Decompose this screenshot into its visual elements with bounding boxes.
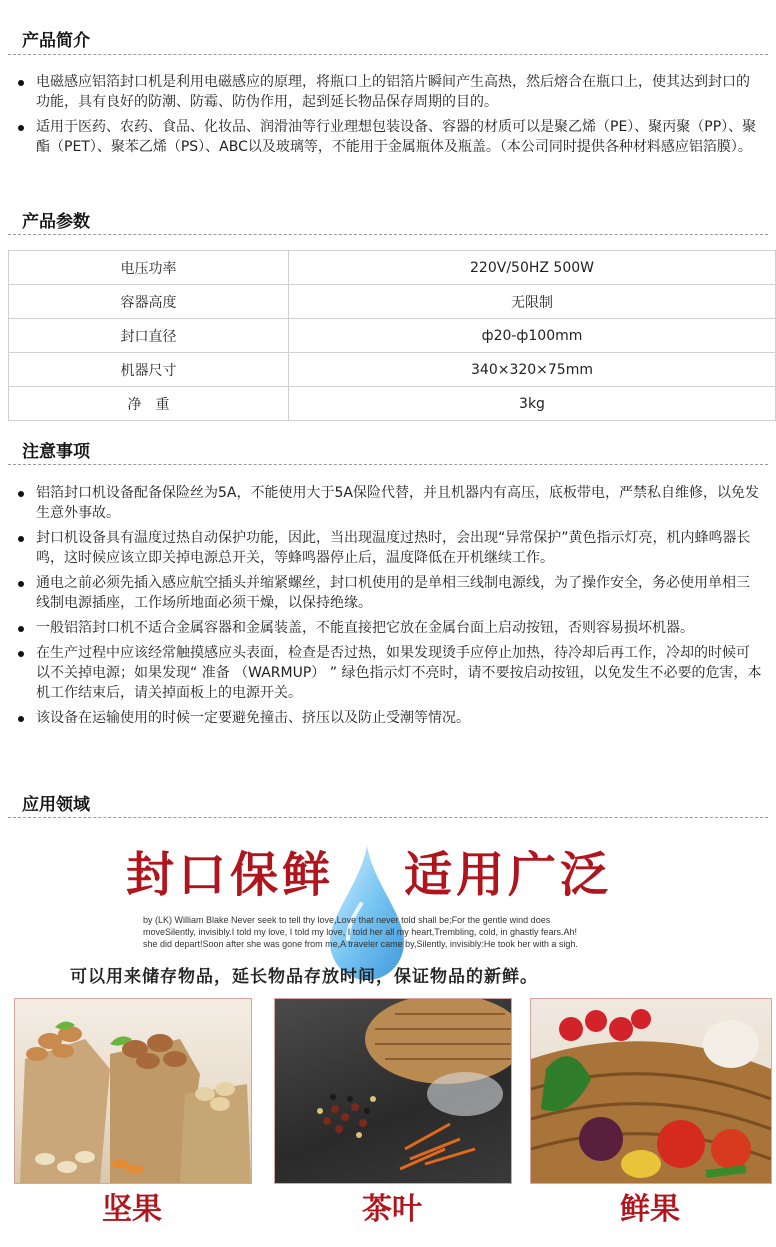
banner-heading-left: 封口保鲜: [126, 847, 335, 903]
params-title: 产品参数: [22, 212, 90, 232]
note-item: 封口机设备具有温度过热自动保护功能，因此，当出现温度过热时，会出现“异常保护”黄色指示灯亮，机内蜂鸣器长鸣，这时候应该立即关掉电源总开关，等蜂鸣器停止后，温度降低在开机继续工作。: [14, 528, 762, 568]
params-table: [8, 250, 776, 421]
tea-photo: [274, 998, 512, 1184]
param-value: 340×320×75mm: [289, 353, 776, 387]
param-value: 无限制: [289, 285, 776, 319]
table-row: [9, 319, 776, 353]
param-value: ф20-ф100mm: [289, 319, 776, 353]
note-item: 铝箔封口机设备配备保险丝为5A，不能使用大于5A保险代替，并且机器内有高压，底板带电，严禁私自维修，以免发生意外事故。: [14, 483, 762, 523]
table-row: [9, 285, 776, 319]
note-item: 在生产过程中应该经常触摸感应头表面，检查是否过热，如果发现烫手应停止加热，待冷却后再工作，冷却的时候可以不关掉电源；如果发现“ 准备 （WARMUP） ” 绿色指示灯不亮时，请不要按启动按钮，以免发生不必要的危害，本机工作结束后，请关掉面板上的电源开关。: [14, 643, 762, 703]
label-tea: 茶叶: [362, 1192, 422, 1227]
notes-list: [14, 483, 762, 733]
banner-slogan: 可以用来储存物品，延长物品存放时间，保证物品的新鲜。: [70, 967, 538, 987]
banner-english-text: by (LK) William Blake Never seek to tell thy love,Love that never told shall be;For the gentle wind does moveSilently, invisibly.I told my love, I told my love, I told her all my heart,Trembling, cold, in ghastly fears.Ah! she did depart!Soon after she was gone from me,A traveler came by,Silently, invisibly:He took her with a sigh.: [143, 915, 578, 949]
param-label: 封口直径: [9, 319, 289, 353]
param-label: 净 重: [9, 387, 289, 421]
note-item: 该设备在运输使用的时候一定要避免撞击、挤压以及防止受潮等情况。: [14, 708, 762, 728]
intro-item: 电磁感应铝箔封口机是利用电磁感应的原理，将瓶口上的铝箔片瞬间产生高热，然后熔合在瓶口上，使其达到封口的功能，具有良好的防潮、防霉、防伪作用，起到延长物品保存周期的目的。: [14, 72, 762, 112]
application-divider: [8, 817, 768, 818]
note-item: 通电之前必须先插入感应航空插头并缩紧螺丝，封口机使用的是单相三线制电源线，为了操作安全，务必使用单相三线制电源插座，工作场所地面必须干燥，以保持绝缘。: [14, 573, 762, 613]
nuts-photo: [14, 998, 252, 1184]
label-nuts: 坚果: [102, 1192, 162, 1227]
table-row: [9, 251, 776, 285]
param-value: 3kg: [289, 387, 776, 421]
label-fresh-fruit: 鲜果: [620, 1192, 680, 1227]
params-divider: [8, 234, 768, 235]
intro-title: 产品简介: [22, 31, 90, 51]
application-banner: [8, 826, 776, 1247]
param-label: 容器高度: [9, 285, 289, 319]
banner-heading-right: 适用广泛: [404, 847, 613, 903]
note-item: 一般铝箔封口机不适合金属容器和金属装盖，不能直接把它放在金属台面上启动按钮，否则容易损坏机器。: [14, 618, 762, 638]
intro-divider: [8, 54, 768, 55]
notes-title: 注意事项: [22, 442, 90, 462]
fresh-produce-photo: [530, 998, 772, 1184]
intro-item: 适用于医药、农药、食品、化妆品、润滑油等行业理想包装设备、容器的材质可以是聚乙烯（PE）、聚丙聚（PP）、聚酯（PET）、聚苯乙烯（PS）、ABC以及玻璃等，不能用于金属瓶体及瓶盖。（本公司同时提供各种材料感应铝箔膜）。: [14, 117, 762, 157]
notes-divider: [8, 464, 768, 465]
param-value: 220V/50HZ 500W: [289, 251, 776, 285]
application-title: 应用领域: [22, 795, 90, 815]
table-row: [9, 387, 776, 421]
param-label: 电压功率: [9, 251, 289, 285]
param-label: 机器尺寸: [9, 353, 289, 387]
intro-list: [14, 72, 762, 162]
table-row: [9, 353, 776, 387]
